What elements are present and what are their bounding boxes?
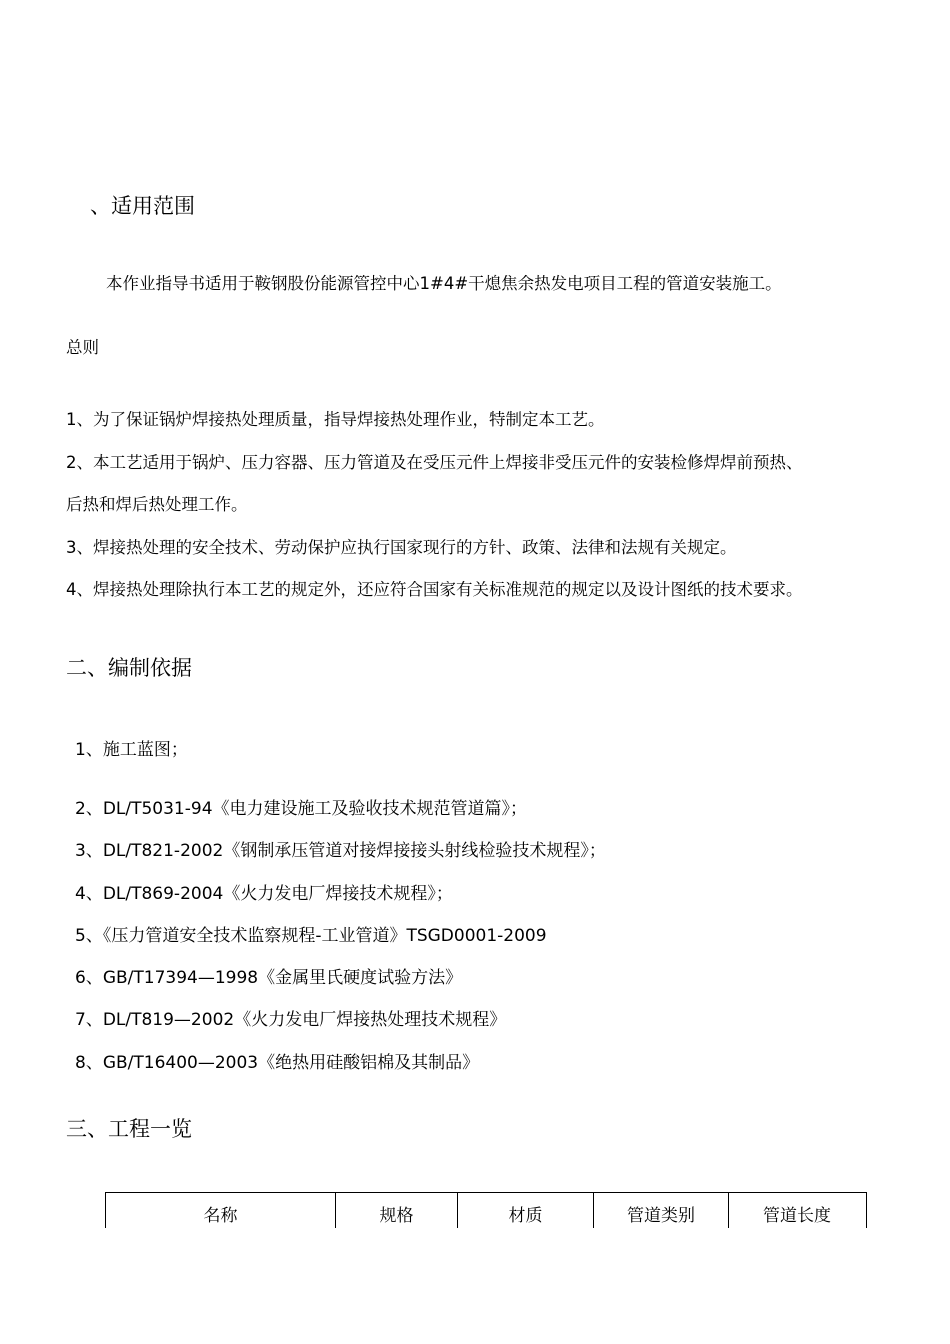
basis-item: 6、GB/T17394—1998《金属里氏硬度试验方法》: [75, 968, 463, 988]
basis-item: 4、DL/T869-2004《火力发电厂焊接技术规程》；: [75, 884, 453, 904]
general-item: 后热和焊后热处理工作。: [66, 495, 248, 514]
basis-item: 5、《压力管道安全技术监察规程-工业管道》TSGD0001-2009: [75, 926, 547, 946]
scope-paragraph: 本作业指导书适用于鞍钢股份能源管控中心1#4#干熄焦余热发电项目工程的管道安装施工。: [106, 274, 782, 293]
general-item: 2、本工艺适用于锅炉、压力容器、压力管道及在受压元件上焊接非受压元件的安装检修焊焊前预热、: [66, 453, 803, 472]
section-heading-scope: 、适用范围: [90, 194, 195, 218]
table-header-pipe-category: 管道类别: [627, 1206, 695, 1226]
page-bottom-margin: [0, 1228, 950, 1344]
section-heading-basis: 二、编制依据: [66, 656, 192, 680]
section-heading-overview: 三、工程一览: [66, 1117, 192, 1141]
general-item: 4、焊接热处理除执行本工艺的规定外，还应符合国家有关标准规范的规定以及设计图纸的技术要求。: [66, 580, 803, 599]
general-heading: 总则: [66, 338, 99, 357]
table-header-material: 材质: [508, 1206, 543, 1226]
basis-item: 8、GB/T16400—2003《绝热用硅酸铝棉及其制品》: [75, 1053, 480, 1073]
basis-item: 7、DL/T819—2002《火力发电厂焊接热处理技术规程》: [75, 1010, 507, 1030]
table-header-name: 名称: [203, 1206, 238, 1226]
basis-item: 3、DL/T821-2002《钢制承压管道对接焊接接头射线检验技术规程》；: [75, 841, 606, 861]
table-header-pipe-length: 管道长度: [763, 1206, 831, 1226]
project-overview-table: [105, 1192, 867, 1229]
basis-item: 2、DL/T5031-94《电力建设施工及验收技术规范管道篇》；: [75, 799, 528, 819]
basis-item: 1、施工蓝图；: [75, 740, 188, 760]
table-header-spec: 规格: [379, 1206, 414, 1226]
general-item: 3、焊接热处理的安全技术、劳动保护应执行国家现行的方针、政策、法律和法规有关规定。: [66, 538, 737, 557]
general-item: 1、为了保证锅炉焊接热处理质量，指导焊接热处理作业，特制定本工艺。: [66, 410, 605, 429]
